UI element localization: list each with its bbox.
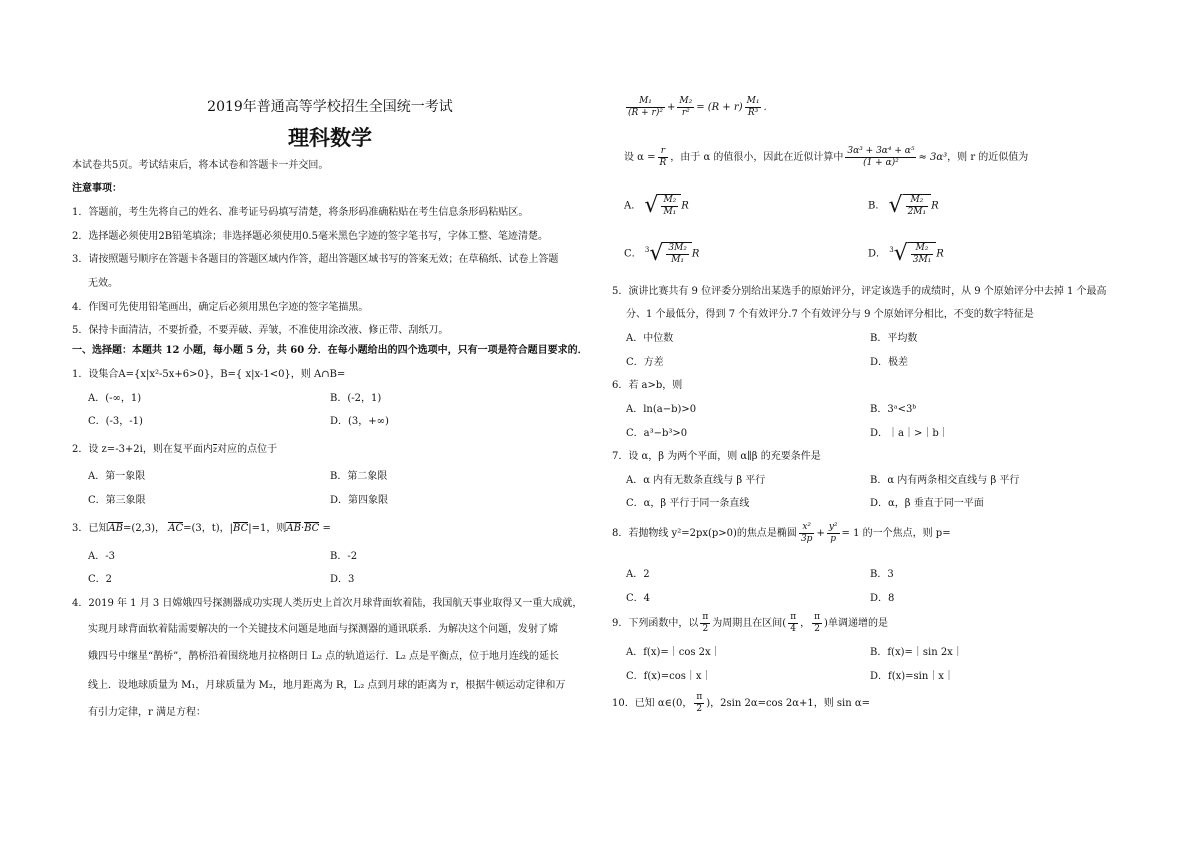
text: )单调递增的是 [824, 618, 888, 629]
radicand [908, 242, 937, 266]
numerator: x² [799, 522, 815, 534]
question-2-option-c: C．第三象限 [88, 495, 146, 506]
fraction [658, 146, 669, 169]
question-4-option-c [624, 240, 699, 268]
radicand [663, 242, 692, 266]
fraction [845, 146, 916, 169]
question-9-stem [612, 612, 888, 635]
question-8-option-c: C．4 [626, 593, 651, 604]
numerator: M₂ [906, 195, 929, 207]
numerator: π [696, 692, 703, 702]
fraction [626, 96, 665, 119]
denominator: 2 [696, 704, 703, 714]
denominator: M₁ [671, 255, 685, 265]
denominator: M₁ [663, 207, 677, 217]
fraction [799, 522, 815, 545]
question-6-option-d: D．｜a｜>｜b｜ [870, 428, 949, 439]
denominator: 2M₁ [907, 207, 927, 217]
r-symbol: R [691, 248, 700, 260]
question-3-stem [72, 523, 331, 535]
radical [644, 192, 681, 220]
note-item: 无效。 [88, 278, 118, 289]
question-9-option-c: C．f(x)=cos｜x｜ [626, 671, 712, 682]
denominator: R³ [747, 108, 759, 118]
fraction [677, 96, 694, 119]
question-1-option-c: C．(-3，-1) [88, 416, 143, 427]
vector-ab: AB [108, 523, 123, 534]
numerator: M₂ [911, 243, 934, 255]
question-2-option-b: B．第二象限 [330, 471, 388, 482]
question-8-stem [612, 522, 951, 545]
notes-heading: 注意事项： [72, 183, 122, 194]
section-heading: 一、选择题：本题共 12 小题，每小题 5 分，共 60 分．在每小题给出的四个选项中，只有一项是符合题目要求的． [72, 345, 588, 356]
denominator: 2 [814, 624, 820, 634]
question-9-option-b: B．f(x)=｜sin 2x｜ [870, 647, 963, 658]
exam-title: 2019年普通高等学校招生全国统一考试 [207, 99, 453, 115]
text: 10．已知 α∈(0， [612, 698, 693, 709]
plus: + [816, 528, 825, 539]
question-8-option-a: A．2 [626, 569, 650, 580]
question-1-option-d: D．(3，+∞) [330, 416, 389, 427]
note-item: 5．保持卡面清洁，不要折叠，不要弄破、弄皱，不准使用涂改液、修正带、刮纸刀。 [72, 325, 449, 336]
numerator: π [790, 612, 797, 622]
question-7-option-a: A．α 内有无数条直线与 β 平行 [626, 475, 766, 486]
text: )，2sin 2α=cos 2α+1，则 sin α= [706, 698, 871, 709]
denominator: 4 [790, 624, 797, 634]
numerator: M₁ [746, 96, 760, 106]
question-2-option-a: A．第一象限 [88, 471, 146, 482]
question-3-option-a: A．-3 [88, 551, 115, 562]
equation-rhs: = (R + r) [696, 102, 743, 113]
question-3-option-d: D．3 [330, 574, 355, 585]
question-5-option-c: C．方差 [626, 357, 664, 368]
text: ，由于 α 的值很小，因此在近似计算中 [670, 152, 844, 163]
question-4-option-b [868, 192, 939, 220]
fraction [661, 195, 678, 218]
vector-bc: BC [233, 523, 249, 534]
question-2-option-d: D．第四象限 [330, 495, 389, 506]
question-7-option-b: B．α 内有两条相交直线与 β 平行 [870, 475, 1020, 486]
text: ，则 r 的近似值为 [947, 152, 1029, 163]
question-5-option-a: A．中位数 [626, 333, 674, 344]
question-8-option-d: D．8 [870, 593, 895, 604]
r-symbol: R [931, 200, 939, 212]
period: . [763, 102, 767, 113]
question-5-option-b: B．平均数 [870, 333, 918, 344]
question-10-stem [612, 692, 870, 715]
numerator: M₁ [626, 96, 665, 108]
question-8-option-b: B．3 [870, 569, 894, 580]
question-4-line: 实现月球背面软着陆需要解决的一个关键技术问题是地面与探测器的通讯联系．为解决这个问题，发射了嫦 [88, 624, 558, 635]
denominator: (1 + α)² [863, 158, 899, 168]
denominator: R [659, 158, 667, 168]
question-6-option-b: B．3ᵃ<3ᵇ [870, 404, 917, 415]
numerator: r [658, 146, 669, 158]
q4-equation [624, 96, 767, 119]
text: ， [800, 618, 811, 629]
vector-ac: AC [168, 523, 184, 534]
question-4-line: 4．2019 年 1 月 3 日嫦娥四号探测器成功实现人类历史上首次月球背面软着陆，我国航天事业取得又一重大成就， [72, 598, 583, 609]
question-7-option-c: C．α，β 平行于同一条直线 [626, 498, 750, 509]
denominator: 3p [800, 534, 813, 544]
numerator: 3α³ + 3α⁴ + α⁵ [847, 146, 915, 156]
text: ≈ 3α³ [918, 152, 948, 163]
vector-ab: AB [286, 523, 301, 534]
question-4-option-a [624, 192, 689, 220]
plus: + [666, 102, 676, 113]
question-6-stem: 6．若 a>b，则 [612, 380, 683, 391]
note-item: 1．答题前，考生先将自己的姓名、准考证号码填写清楚，将条形码准确粘贴在考生信息条形码粘贴区。 [72, 207, 529, 218]
question-4-option-d [868, 240, 944, 268]
option-label: B． [868, 200, 886, 212]
note-item: 3．请按照题号顺序在答题卡各题目的答题区域内作答，超出答题区域书写的答案无效；在草稿纸、试卷上答题 [72, 254, 559, 265]
question-3-option-b: B．-2 [330, 551, 358, 562]
question-2-stem [72, 444, 277, 456]
question-5-line: 分、1 个最低分，得到 7 个有效评分.7 个有效评分与 9 个原始评分相比，不变的数字特征是 [626, 309, 1034, 320]
denominator: 2 [702, 624, 709, 634]
numerator: y² [828, 522, 838, 532]
question-2-stem-b: 对应的点位于 [217, 444, 278, 455]
q3-text: |=1，则 [248, 523, 287, 534]
root-sign: √ [893, 241, 908, 266]
question-2-stem-a: 2．设 z=-3+2i，则在复平面内 [72, 444, 213, 455]
text: 设 α = [624, 152, 656, 163]
question-9-option-a: A．f(x)=｜cos 2x｜ [626, 647, 721, 658]
fraction [788, 612, 798, 635]
question-3-option-c: C．2 [88, 574, 113, 585]
radicand [658, 194, 681, 218]
numerator: M₂ [679, 96, 693, 106]
question-4-line: 有引力定律，r 满足方程： [88, 707, 206, 718]
q3-text: 3．已知 [72, 523, 109, 534]
exam-subject: 理科数学 [288, 126, 372, 150]
question-6-option-c: C．a³−b³>0 [626, 428, 688, 439]
z-conjugate: z [212, 445, 218, 454]
text: 为周期且在区间( [712, 618, 787, 629]
r-symbol: R [936, 248, 944, 260]
question-1-option-b: B．(-2，1) [330, 393, 382, 404]
question-6-option-a: A．ln(a−b)>0 [626, 404, 697, 415]
root-index: 3 [644, 246, 650, 255]
r-symbol: R [681, 200, 689, 212]
denominator: (R + r)² [628, 108, 663, 118]
fraction [700, 612, 710, 635]
question-9-option-d: D．f(x)=sin｜x｜ [870, 671, 954, 682]
vector-bc: BC [304, 523, 320, 534]
fraction [812, 612, 822, 635]
q4-approx-line [624, 146, 1028, 169]
option-label: C． [624, 248, 642, 260]
root-sign: √ [649, 241, 664, 266]
option-label: D． [868, 248, 887, 260]
fraction [694, 692, 704, 715]
numerator: 3M₂ [668, 243, 687, 253]
text: 8．若抛物线 y²=2px(p>0)的焦点是椭圆 [612, 528, 797, 539]
radical [645, 240, 692, 268]
q3-text: =(2,3)， [122, 523, 166, 534]
question-1-stem: 1．设集合A={x|x²-5x+6>0}，B={ x|x-1<0}，则 A∩B= [72, 369, 346, 380]
root-sign: √ [644, 193, 659, 218]
question-7-option-d: D．α，β 垂直于同一平面 [870, 498, 984, 509]
question-1-option-a: A．(-∞，1) [88, 393, 142, 404]
numerator: π [702, 612, 709, 622]
q3-text: = [322, 523, 331, 534]
note-item: 2．选择题必须使用2B铅笔填涂；非选择题必须使用0.5毫米黑色字迹的签字笔书写，字体工整、笔迹清楚。 [72, 231, 548, 242]
fraction [745, 96, 762, 119]
question-5-line: 5．演讲比赛共有 9 位评委分别给出某选手的原始评分，评定该选手的成绩时，从 9 个原始评分中去掉 1 个最高 [612, 286, 1107, 297]
root-index: 3 [889, 246, 894, 255]
question-7-stem: 7．设 α，β 为两个平面，则 α∥β 的充要条件是 [612, 451, 821, 462]
fraction [911, 243, 934, 266]
dot-operator: · [300, 523, 305, 534]
denominator: r² [681, 108, 690, 118]
root-sign: √ [888, 193, 903, 218]
radical [889, 240, 936, 268]
question-4-line: 娥四号中继星“鹊桥”，鹊桥沿着围绕地月拉格朗日 L₂ 点的轨道运行．L₂ 点是平衡点，位于地月连线的延长 [88, 651, 560, 662]
option-label: A． [624, 200, 642, 212]
denominator: p [830, 534, 837, 544]
fraction [666, 243, 689, 266]
radical [889, 192, 932, 220]
intro-text: 本试卷共5页。考试结束后，将本试卷和答题卡一并交回。 [72, 160, 329, 171]
text: = 1 的一个焦点，则 p= [841, 528, 951, 539]
text: 9．下列函数中，以 [612, 618, 699, 629]
fraction [827, 522, 840, 545]
question-4-line: 线上．设地球质量为 M₁，月球质量为 M₂，地月距离为 R，L₂ 点到月球的距离为 r，根据牛顿运动定律和万 [88, 680, 566, 691]
numerator: M₂ [663, 195, 677, 205]
radicand [903, 194, 932, 218]
q3-text: =(3，t)，| [183, 523, 234, 534]
denominator: 3M₁ [912, 255, 932, 265]
fraction [906, 195, 929, 218]
question-5-option-d: D．极差 [870, 357, 909, 368]
numerator: π [814, 612, 821, 622]
note-item: 4．作图可先使用铅笔画出，确定后必须用黑色字迹的签字笔描黑。 [72, 302, 369, 313]
